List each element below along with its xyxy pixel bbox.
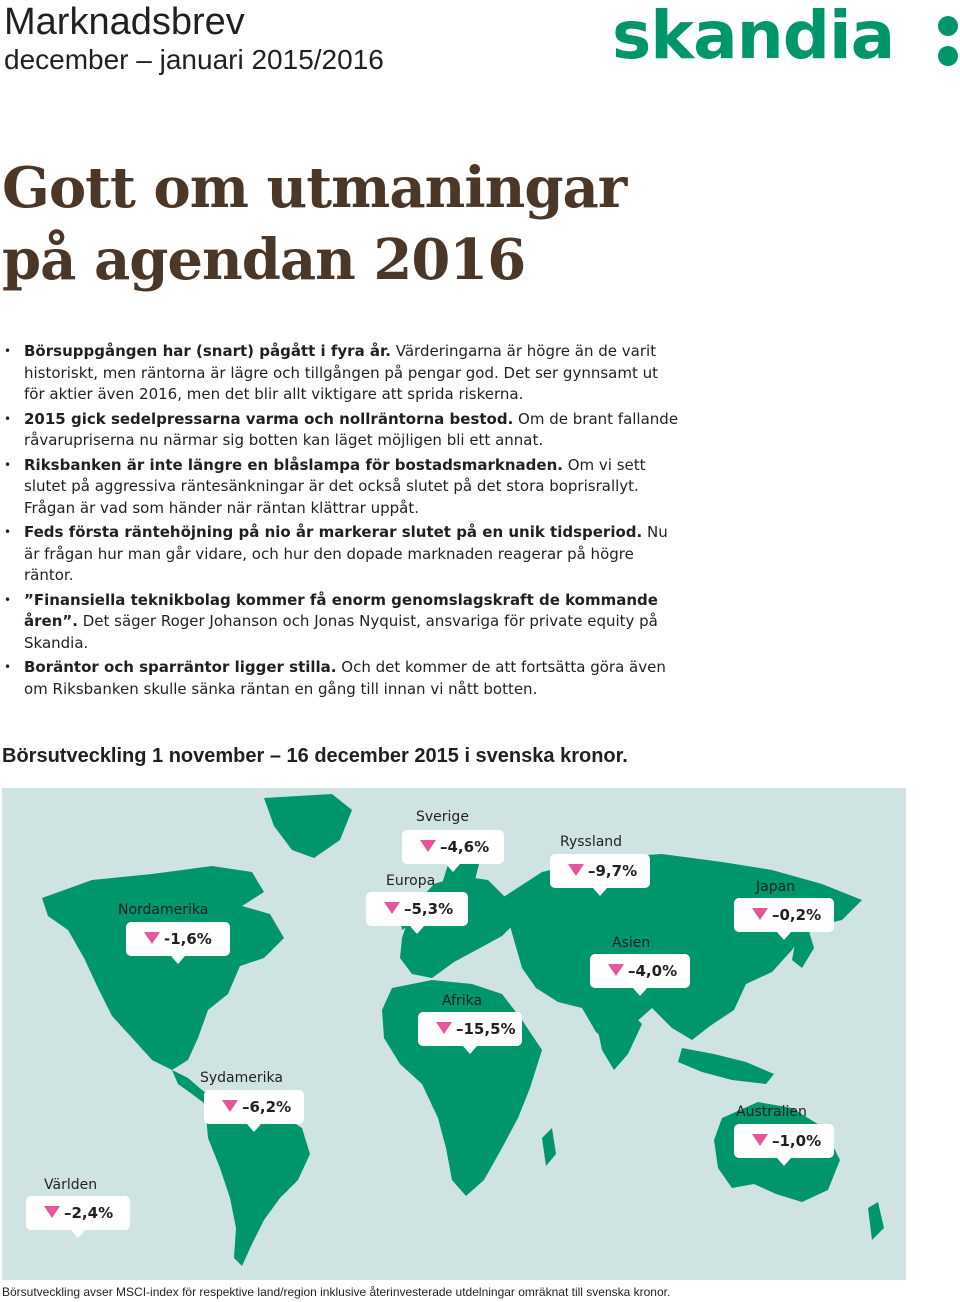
bullet-item (2, 590, 682, 655)
down-arrow-icon (44, 1206, 60, 1218)
bullet-lead: Börsuppgången har (snart) pågått i fyra år. (24, 342, 391, 360)
main-headline (2, 152, 626, 296)
map-footnote: Börsutveckling avser MSCI-index för respektive land/region inklusive återinvesterade utdelningar omräknat till svenska kronor. (2, 1285, 671, 1299)
region-value-bubble (204, 1090, 304, 1124)
bullet-item (2, 657, 682, 700)
newsletter-title: Marknadsbrev (4, 1, 245, 43)
down-arrow-icon (222, 1100, 238, 1112)
bullet-lead: ”Finansiella teknikbolag kommer få enorm genomslagskraft de kommande åren”. (24, 590, 658, 630)
down-arrow-icon (144, 932, 160, 944)
down-arrow-icon (420, 840, 436, 852)
region-value: –0,2% (772, 906, 822, 924)
region-value: –4,6% (440, 838, 490, 856)
new-zealand-shape (868, 1202, 884, 1240)
region-value: –4,0% (628, 962, 678, 980)
region-name: Sydamerika (200, 1070, 283, 1086)
bullet-text: Det säger Roger Johanson och Jonas Nyquist, ansvariga för private equity på Skandia. (24, 612, 658, 652)
down-arrow-icon (752, 1134, 768, 1146)
region-value: –1,0% (772, 1132, 822, 1150)
region-name: Australien (736, 1104, 807, 1120)
region-name: Nordamerika (118, 902, 209, 918)
north-america-shape (42, 866, 284, 1070)
region-value: –15,5% (456, 1020, 516, 1038)
madagascar-shape (542, 1128, 556, 1166)
region-value-bubble (590, 954, 690, 988)
logo-dot-icon (938, 46, 958, 66)
region-value-bubble (734, 1124, 834, 1158)
greenland-shape (264, 794, 352, 858)
bullet-text: Nu är frågan hur man går vidare, och hur den dopade marknaden reagerar på högre räntor. (24, 523, 668, 584)
summary-bullet-list (2, 341, 682, 703)
skandia-logo (612, 0, 960, 74)
region-value: –9,7% (588, 862, 638, 880)
headline-line-1: Gott om utmaningar (2, 155, 627, 221)
region-name: Asien (612, 935, 651, 951)
newsletter-period: december – januari 2015/2016 (4, 44, 384, 75)
map-heading: Börsutveckling 1 november – 16 december 2015 i svenska kronor. (2, 745, 628, 767)
region-value: –6,2% (242, 1098, 292, 1116)
region-name: Ryssland (560, 834, 623, 850)
region-name: Europa (386, 873, 436, 889)
bullet-item (2, 455, 682, 520)
region-value-bubble (550, 854, 650, 888)
region-value-bubble (734, 898, 834, 932)
region-name: Sverige (416, 809, 469, 825)
region-value-bubble (418, 1012, 522, 1046)
down-arrow-icon (752, 908, 768, 920)
region-value: –5,3% (404, 900, 454, 918)
region-name: Afrika (442, 993, 483, 1009)
logo-wordmark: skandia (612, 0, 895, 74)
logo-dot-icon (938, 16, 958, 36)
region-name: Världen (44, 1177, 98, 1193)
bullet-text: Om de brant fallande råvarupriserna nu närmar sig botten kan läget möjligen bli ett annat. (24, 409, 679, 449)
region-value-bubble (366, 892, 468, 926)
bullet-lead: Riksbanken är inte längre en blåslampa för bostadsmarknaden. (24, 455, 563, 474)
indonesia-shape (678, 1048, 774, 1084)
bullet-item (2, 341, 682, 406)
region-value: –2,4% (64, 1204, 114, 1222)
bullet-item (2, 522, 682, 587)
bullet-text: Om vi sett slutet på aggressiva räntesänkningar är det också slutet på det stora boprisrallyt. Frågan är vad som händer när räntan klättrar uppåt. (24, 455, 646, 517)
region-value-bubble (402, 830, 504, 864)
region-value-bubble (26, 1196, 130, 1230)
bullet-text: Värderingarna är högre än de varit historiskt, men räntorna är lägre och tillgången på pengar god. Det ser gynnsamt ut för aktier även 2016, men det blir allt viktigare att sprida riskerna. (24, 342, 658, 403)
headline-line-2: på agendan 2016 (2, 227, 526, 293)
down-arrow-icon (608, 964, 624, 976)
region-value: -1,6% (164, 930, 212, 948)
bullet-lead: 2015 gick sedelpressarna varma och nollräntorna bestod. (24, 409, 514, 428)
bullet-text: Och det kommer de att fortsätta göra även om Riksbanken skulle sänka räntan en gång till innan vi nått botten. (24, 658, 666, 698)
region-name: Japan (756, 879, 796, 895)
down-arrow-icon (384, 902, 400, 914)
bullet-item (2, 409, 682, 452)
bullet-lead: Boräntor och sparräntor ligger stilla. (24, 658, 337, 676)
down-arrow-icon (436, 1022, 452, 1034)
down-arrow-icon (568, 864, 584, 876)
world-map-panel (2, 788, 906, 1280)
bullet-lead: Feds första räntehöjning på nio år markerar slutet på en unik tidsperiod. (24, 523, 643, 541)
region-value-bubble (126, 922, 230, 956)
